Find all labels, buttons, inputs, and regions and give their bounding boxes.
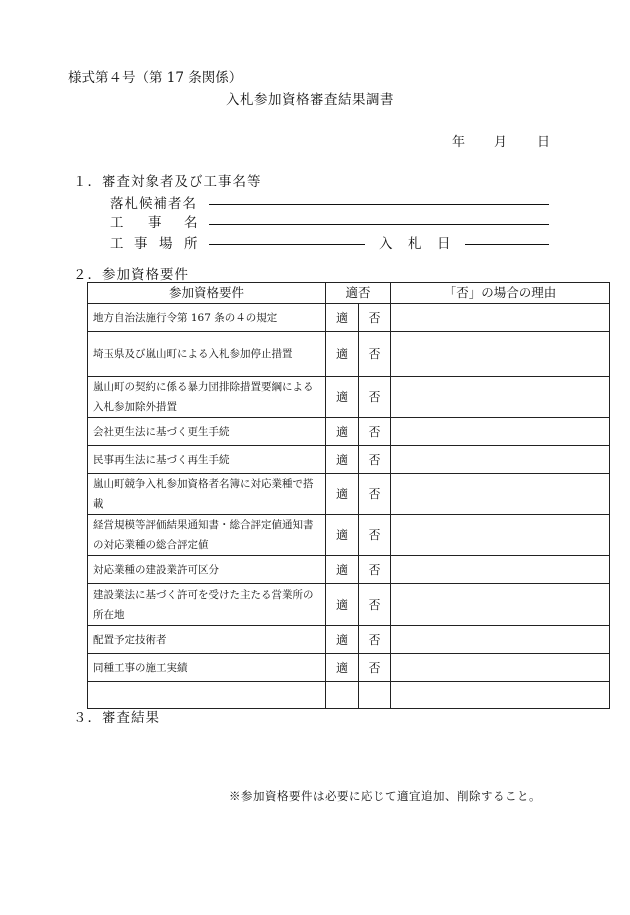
no-cell[interactable]: 否 (359, 446, 391, 474)
date-year: 年 (452, 135, 466, 150)
requirements-table (87, 282, 610, 709)
yes-cell[interactable]: 適 (326, 474, 359, 515)
no-cell[interactable]: 否 (359, 377, 391, 418)
reason-cell[interactable] (391, 446, 610, 474)
requirement-cell: 経営規模等評価結果通知書・総合評定値通知書の対応業種の総合評定値 (88, 515, 326, 556)
bidder-label: 落札候補者名 (110, 196, 197, 212)
no-cell[interactable]: 否 (359, 418, 391, 446)
no-cell[interactable]: 否 (359, 332, 391, 377)
yes-cell[interactable]: 適 (326, 584, 359, 626)
no-cell[interactable]: 否 (359, 474, 391, 515)
requirement-cell: 民事再生法に基づく再生手続 (88, 446, 326, 474)
yes-cell[interactable]: 適 (326, 418, 359, 446)
no-cell[interactable]: 否 (359, 626, 391, 654)
section3-heading: ３．審査結果 (73, 710, 160, 726)
bidder-field[interactable] (209, 204, 549, 205)
section2-heading: ２．参加資格要件 (73, 267, 189, 283)
blank-reason-cell[interactable] (391, 682, 610, 709)
requirement-cell: 対応業種の建設業許可区分 (88, 556, 326, 584)
requirement-cell: 嵐山町競争入札参加資格者名簿に対応業種で搭載 (88, 474, 326, 515)
yes-cell[interactable]: 適 (326, 332, 359, 377)
reason-cell[interactable] (391, 474, 610, 515)
header-eligibility: 適否 (326, 283, 391, 304)
bid-date-label-char: 札 (408, 236, 422, 252)
requirement-cell: 嵐山町の契約に係る暴力団排除措置要綱による入札参加除外措置 (88, 377, 326, 418)
requirement-cell: 埼玉県及び嵐山町による入札参加停止措置 (88, 332, 326, 377)
work-name-field[interactable] (209, 224, 549, 225)
header-requirement: 参加資格要件 (88, 283, 326, 304)
bid-date-label-char: 入 (379, 236, 393, 252)
reason-cell[interactable] (391, 626, 610, 654)
no-cell[interactable]: 否 (359, 556, 391, 584)
reason-cell[interactable] (391, 332, 610, 377)
site-field[interactable] (209, 244, 365, 245)
footnote: ※参加資格要件は必要に応じて適宜追加、削除すること。 (229, 789, 541, 803)
bid-date-field[interactable] (465, 244, 549, 245)
yes-cell[interactable]: 適 (326, 304, 359, 332)
yes-cell[interactable]: 適 (326, 446, 359, 474)
site-label-char: 工 (110, 236, 124, 252)
reason-cell[interactable] (391, 556, 610, 584)
date-day: 日 (537, 135, 551, 150)
site-label-char: 場 (159, 236, 173, 252)
work-name-label-char: 事 (148, 215, 162, 231)
work-name-label-char: 名 (184, 215, 198, 231)
reason-cell[interactable] (391, 304, 610, 332)
requirement-cell: 配置予定技術者 (88, 626, 326, 654)
yes-cell[interactable]: 適 (326, 515, 359, 556)
date-month: 月 (494, 135, 508, 150)
requirement-cell: 地方自治法施行令第 167 条の４の規定 (88, 304, 326, 332)
yes-cell[interactable]: 適 (326, 626, 359, 654)
no-cell[interactable]: 否 (359, 304, 391, 332)
no-cell[interactable]: 否 (359, 515, 391, 556)
yes-cell[interactable]: 適 (326, 654, 359, 682)
requirement-cell: 建設業法に基づく許可を受けた主たる営業所の所在地 (88, 584, 326, 626)
yes-cell[interactable]: 適 (326, 377, 359, 418)
yes-cell[interactable]: 適 (326, 556, 359, 584)
header-reason: 「否」の場合の理由 (391, 283, 610, 304)
work-name-label-char: 工 (110, 215, 124, 231)
reason-cell[interactable] (391, 584, 610, 626)
reason-cell[interactable] (391, 515, 610, 556)
blank-no-cell[interactable] (359, 682, 391, 709)
no-cell[interactable]: 否 (359, 584, 391, 626)
reason-cell[interactable] (391, 654, 610, 682)
blank-requirement-cell[interactable] (88, 682, 326, 709)
blank-yes-cell[interactable] (326, 682, 359, 709)
section1-heading: １．審査対象者及び工事名等 (73, 174, 262, 190)
site-label-char: 所 (184, 236, 198, 252)
no-cell[interactable]: 否 (359, 654, 391, 682)
requirement-cell: 同種工事の施工実績 (88, 654, 326, 682)
reason-cell[interactable] (391, 377, 610, 418)
form-number: 様式第４号（第 17 条関係） (68, 70, 243, 86)
reason-cell[interactable] (391, 418, 610, 446)
requirement-cell: 会社更生法に基づく更生手続 (88, 418, 326, 446)
bid-date-label-char: 日 (437, 236, 451, 252)
site-label-char: 事 (134, 236, 148, 252)
document-title: 入札参加資格審査結果調書 (226, 92, 394, 108)
